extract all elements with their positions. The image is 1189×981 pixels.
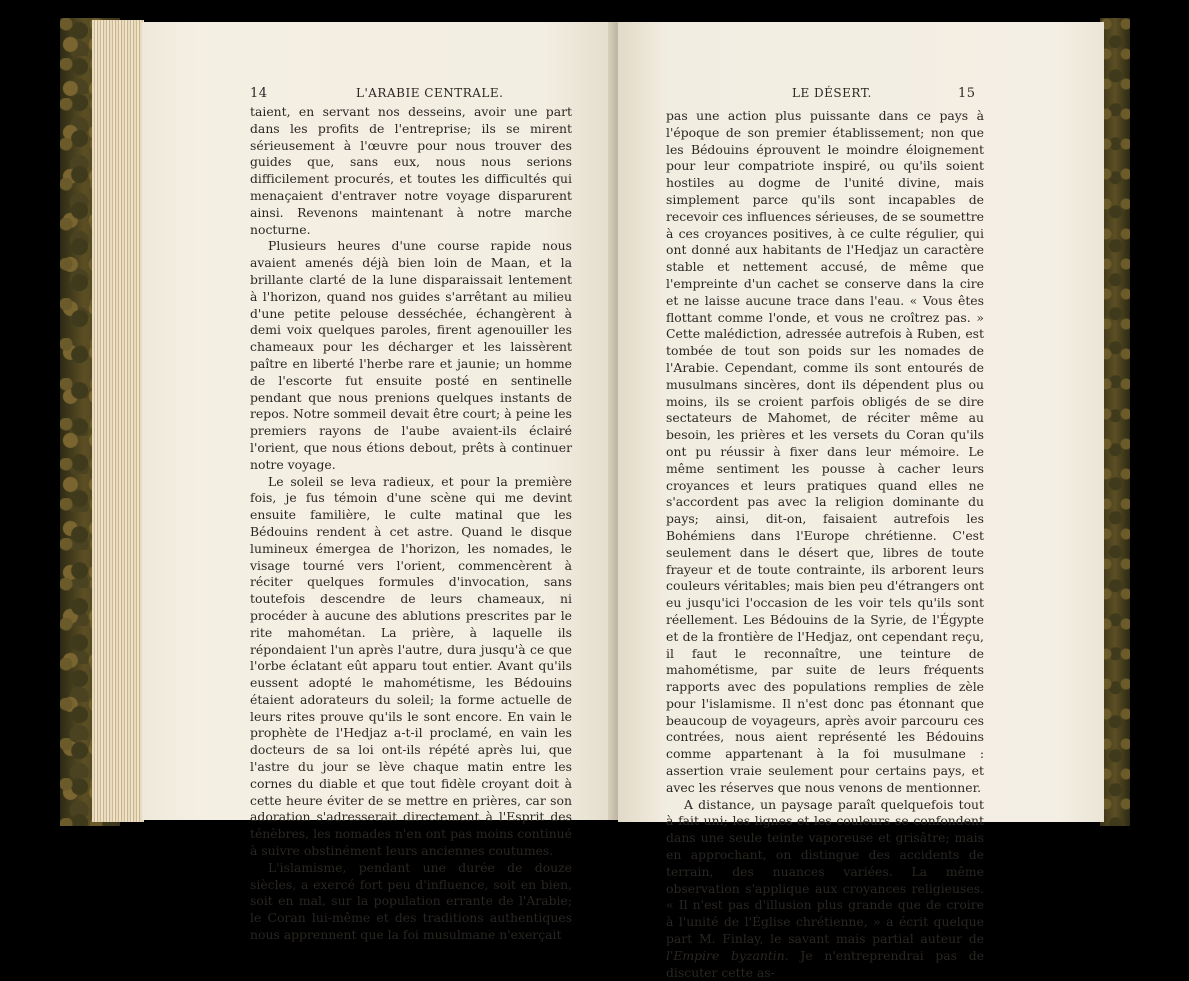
right-page-number: 15 bbox=[958, 86, 976, 101]
page-edges bbox=[92, 20, 144, 822]
paragraph: Le soleil se leva radieux, et pour la première fois, je fus témoin d'une scène qui me devint ensuite familière, le culte matinal que les Bédouins rendent à cet astre. Quand le disque lumineux émergea de l'horizon, les nomades, le visage tourné vers l'orient, commencèrent à réciter quelques formules d'invocation, sans toutefois descendre de leurs chameaux, ni procéder à aucune des ablutions prescrites par le rite mahométan. La prière, à laquelle ils répondaient l'un après l'autre, dura jusqu'à ce que l'orbe éclatant eût apparu tout entier. Avant qu'ils eussent adopté le mahométisme, les Bédouins étaient adorateurs du soleil; la forme actuelle de leurs rites prouve qu'ils le sont encore. En vain le prophète de l'Hedjaz a-t-il proclamé, en vain les docteurs de sa loi ont-ils répété après lui, que l'astre du jour se lève chaque matin entre les cornes du diable et que tout fidèle croyant doit à cette heure éviter de se mettre en prières, car son adoration s'adresserait directement à l'Esprit des ténèbres, les nomades n'en ont pas moins continué à suivre obstinément leurs anciennes coutumes. bbox=[250, 473, 572, 859]
book-cover-right bbox=[1100, 18, 1130, 826]
right-page-body bbox=[666, 108, 984, 981]
left-running-title: L'ARABIE CENTRALE. bbox=[356, 86, 504, 100]
right-page-header bbox=[618, 86, 1104, 102]
paragraph: taient, en servant nos desseins, avoir une part dans les profits de l'entreprise; ils se mirent sérieusement à l'œuvre pour nous trouver des guides que, sans eux, nous nous serions difficilement procurés, et toutes les difficultés qui menaçaient d'entraver notre voyage disparurent ainsi. Revenons maintenant à notre marche nocturne. bbox=[250, 104, 572, 237]
left-page-number: 14 bbox=[250, 86, 268, 101]
paragraph-text: A distance, un paysage paraît quelquefois tout à fait uni; les lignes et les couleurs se confondent dans une seule teinte vaporeuse et grisâtre; mais en approchant, on distingue des accidents de terrain, des nuances variées. La même observation s'applique aux croyances religieuses. « Il n'est pas d'illusion plus grande que de croire à l'unité de l'Église chrétienne, » a écrit quelque part M. Finlay, le savant mais partial auteur de bbox=[666, 796, 984, 947]
paragraph: Plusieurs heures d'une course rapide nous avaient amenés déjà bien loin de Maan, et la brillante clarté de la lune disparaissait lentement à l'horizon, quand nos guides s'arrêtant au milieu d'une petite pelouse desséchée, échangèrent à demi voix quelques paroles, firent agenouiller les chameaux pour les décharger et les laissèrent paître en liberté l'herbe rare et jaunie; un homme de l'escorte fut ensuite posté en sentinelle pendant que nous prenions quelques instants de repos. Notre sommeil devait être court; à peine les premiers rayons de l'aube avaient-ils éclairé l'orient, que nous étions debout, prêts à continuer notre voyage. bbox=[250, 238, 572, 472]
paragraph bbox=[666, 797, 984, 981]
left-page-body bbox=[250, 104, 572, 944]
right-page bbox=[618, 22, 1104, 980]
paragraph: L'islamisme, pendant une durée de douze siècles, a exercé fort peu d'influence, soit en bien, soit en mal, sur la population errante de l'Arabie; le Coran lui-même et des traditions authentiques nous apprennent que la foi musulmane n'exerçait bbox=[250, 859, 572, 943]
left-page bbox=[142, 22, 614, 943]
book-title-italic: l'Empire byzantin bbox=[666, 947, 785, 963]
right-running-title: LE DÉSERT. bbox=[792, 86, 872, 100]
paragraph: pas une action plus puissante dans ce pays à l'époque de son premier établissement; non que les Bédouins éprouvent le moindre éloignement pour leur compatriote inspiré, ou qu'ils soient hostiles au dogme de l'unité divine, mais simplement parce qu'ils sont incapables de recevoir ces influences sérieuses, de se soumettre à ces croyances positives, à ce culte régulier, qui ont donné aux habitants de l'Hedjaz un caractère stable et nettement accusé, de même que l'empreinte d'un cachet se conserve dans la cire et ne laisse aucune trace dans l'eau. « Vous êtes flottant comme l'onde, et vous ne croîtrez pas. » Cette malédiction, adressée autrefois à Ruben, est tombée de tout son poids sur les nomades de l'Arabie. Cependant, comme ils sont entourés de musulmans sincères, dont ils dépendent plus ou moins, ils se croient parfois obligés de se dire sectateurs de Mahomet, de réciter même au besoin, les prières et les versets du Coran qu'ils ont pu réussir à fixer dans leur mémoire. Le même sentiment les pousse à cacher leurs croyances et leurs pratiques quand elles ne s'accordent pas avec la religion dominante du pays; ainsi, dit-on, faisaient autrefois les Bohémiens dans l'Europe chrétienne. C'est seulement dans le désert que, libres de toute frayeur et de toute contrainte, ils arborent leurs couleurs véritables; mais bien peu d'étrangers ont eu jusqu'ici l'occasion de les voir tels qu'ils sont réellement. Les Bédouins de la Syrie, de l'Égypte et de la frontière de l'Hedjaz, ont cependant reçu, il faut le reconnaître, une teinture de mahométisme, par suite de leurs fréquents rapports avec des populations remplies de zèle pour l'islamisme. Il n'est donc pas étonnant que beaucoup de voyageurs, après avoir parcouru ces contrées, nous aient représenté les Bédouins comme appartenant à la foi musulmane : assertion vraie seulement pour certains pays, et avec les réserves que nous venons de mentionner. bbox=[666, 108, 984, 795]
paragraph-tail: . Je n'entreprendrai pas de discuter cette as- bbox=[666, 947, 984, 980]
left-page-header bbox=[142, 86, 614, 102]
